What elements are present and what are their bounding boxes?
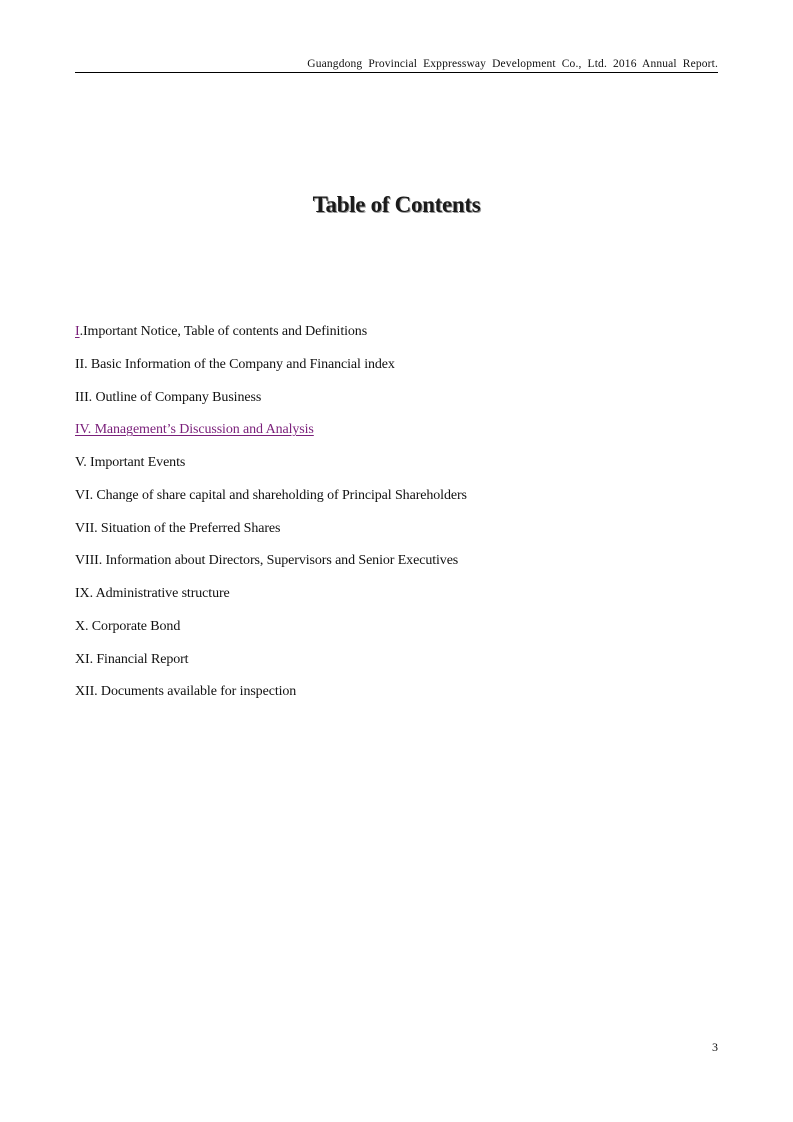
page-title: Table of Contents — [312, 192, 481, 217]
toc-link-section-1[interactable]: I — [75, 324, 80, 339]
toc-item-label: VII. Situation of the Preferred Shares — [75, 520, 281, 536]
toc-item-financial-report — [75, 651, 467, 684]
table-of-contents — [75, 323, 467, 716]
toc-item-label: X. Corporate Bond — [75, 618, 181, 634]
toc-item-important-events — [75, 454, 467, 487]
toc-item-administrative-structure — [75, 585, 467, 618]
toc-item-outline-business — [75, 389, 467, 422]
toc-item-corporate-bond — [75, 618, 467, 651]
toc-item-label: II. Basic Information of the Company and Financial index — [75, 356, 395, 372]
toc-item-basic-information — [75, 356, 467, 389]
toc-item-important-notice — [75, 323, 467, 356]
toc-item-share-capital — [75, 487, 467, 520]
toc-item-label: XII. Documents available for inspection — [75, 684, 297, 700]
toc-item-label: XI. Financial Report — [75, 651, 189, 667]
toc-item-documents — [75, 683, 467, 716]
toc-item-management-discussion[interactable] — [75, 421, 467, 454]
running-header-text: Guangdong Provincial Exppressway Development Co., Ltd. 2016 Annual Report. — [307, 58, 718, 70]
toc-link-management-discussion[interactable]: IV. Management’s Discussion and Analysis — [75, 422, 314, 438]
toc-item-directors — [75, 552, 467, 585]
running-header — [75, 56, 718, 73]
toc-item-label: III. Outline of Company Business — [75, 389, 262, 405]
toc-item-label: VIII. Information about Directors, Supervisors and Senior Executives — [75, 553, 459, 569]
toc-item-label: V. Important Events — [75, 455, 186, 470]
toc-item-label: .Important Notice, Table of contents and Definitions — [79, 324, 368, 339]
toc-item-preferred-shares — [75, 520, 467, 553]
toc-item-label: IX. Administrative structure — [75, 586, 230, 601]
page-number: 3 — [712, 1040, 718, 1054]
toc-item-label: VI. Change of share capital and shareholding of Principal Shareholders — [75, 487, 467, 503]
